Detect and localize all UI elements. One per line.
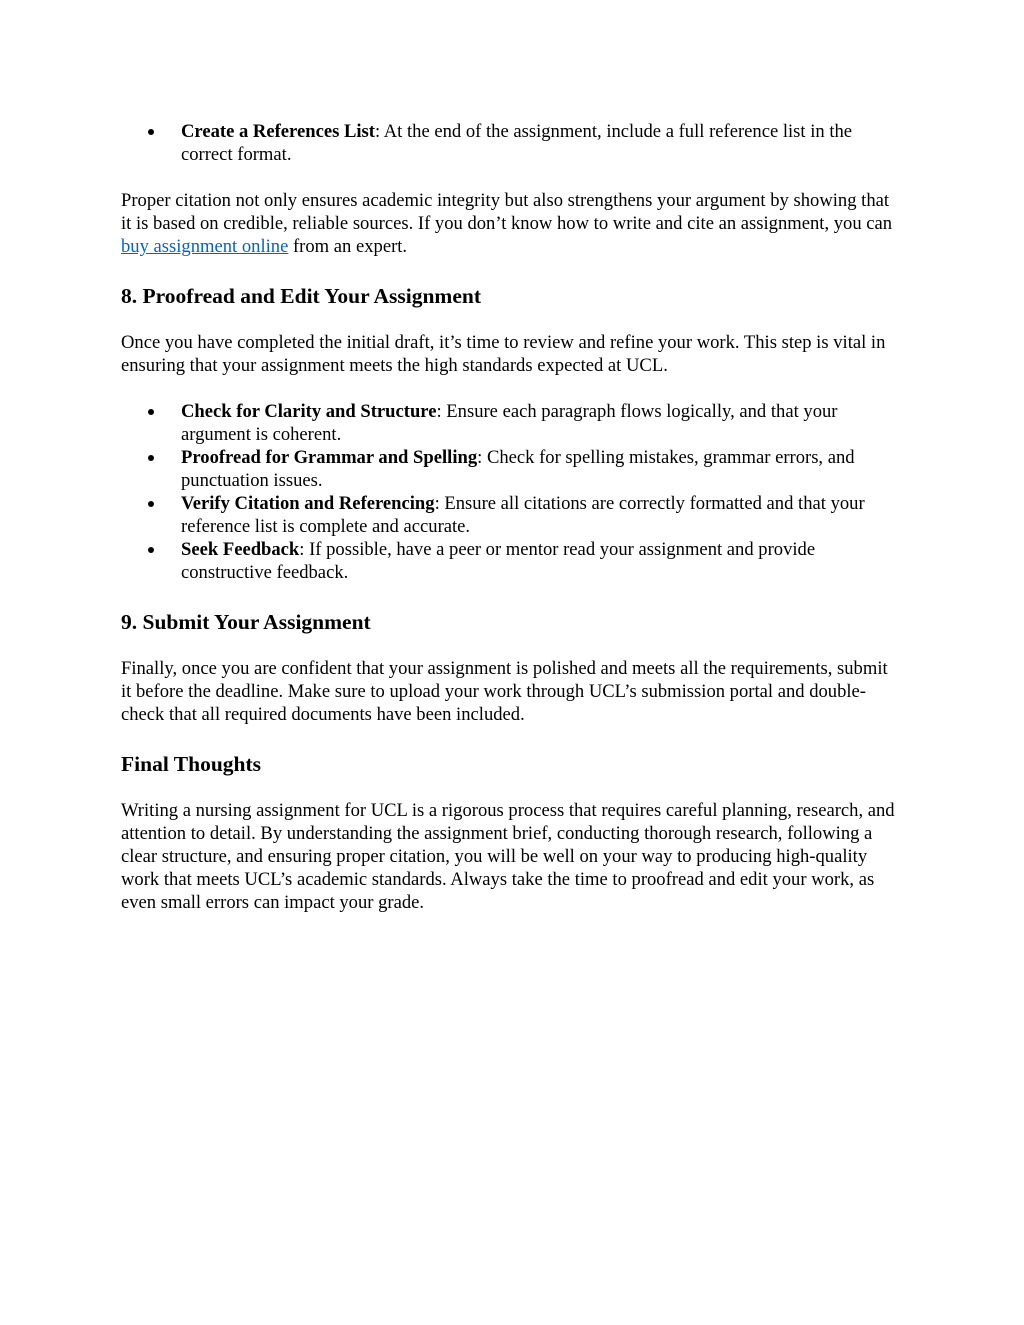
list-item xyxy=(181,400,901,446)
list-item-text: : Check for spelling mistakes, grammar errors, and punctuation issues. xyxy=(181,447,855,491)
list-item xyxy=(181,538,901,584)
list-item-term: Seek Feedback xyxy=(181,539,300,560)
final-thoughts-paragraph: Writing a nursing assignment for UCL is a rigorous process that requires careful planning, research, and attention to detail. By understanding the assignment brief, conducting thorough research, following a clear structure, and ensuring proper citation, you will be well on your way to producing high-quality work that meets UCL’s academic standards. Always take the time to proofread and edit your work, as even small errors can impact your grade. xyxy=(121,800,895,913)
list-item-term: Create a References List xyxy=(181,121,375,142)
list-item-text: : Ensure each paragraph flows logically, and that your argument is coherent. xyxy=(181,401,838,445)
list-item xyxy=(181,492,901,538)
list-item-term: Check for Clarity and Structure xyxy=(181,401,437,422)
citation-text-before: Proper citation not only ensures academic integrity but also strengthens your argument by showing that it is based on credible, reliable sources. If you don’t know how to write and cite an assignment, you can xyxy=(121,190,893,234)
list-item-term: Proofread for Grammar and Spelling xyxy=(181,447,478,468)
citation-paragraph xyxy=(121,189,901,258)
section8-bullet-list xyxy=(121,400,901,584)
list-item-text: : If possible, have a peer or mentor read your assignment and provide constructive feedback. xyxy=(181,539,816,583)
section9-heading: 9. Submit Your Assignment xyxy=(121,610,371,634)
list-item-term: Verify Citation and Referencing xyxy=(181,493,435,514)
document-page xyxy=(121,120,901,914)
list-item-text: : At the end of the assignment, include a full reference list in the correct format. xyxy=(181,121,853,165)
references-bullet-list xyxy=(121,120,901,166)
list-item xyxy=(181,120,901,166)
section9-paragraph: Finally, once you are confident that your assignment is polished and meets all the requirements, submit it before the deadline. Make sure to upload your work through UCL’s submission portal and double-check that all required documents have been included. xyxy=(121,658,888,725)
citation-text-after: from an expert. xyxy=(288,236,408,257)
section8-heading: 8. Proofread and Edit Your Assignment xyxy=(121,284,481,308)
list-item xyxy=(181,446,901,492)
section8-paragraph: Once you have completed the initial draft, it’s time to review and refine your work. This step is vital in ensuring that your assignment meets the high standards expected at UCL. xyxy=(121,332,886,376)
final-thoughts-heading: Final Thoughts xyxy=(121,752,262,776)
list-item-text: : Ensure all citations are correctly formatted and that your reference list is complete and accurate. xyxy=(181,493,865,537)
buy-assignment-link[interactable]: buy assignment online xyxy=(121,236,289,257)
